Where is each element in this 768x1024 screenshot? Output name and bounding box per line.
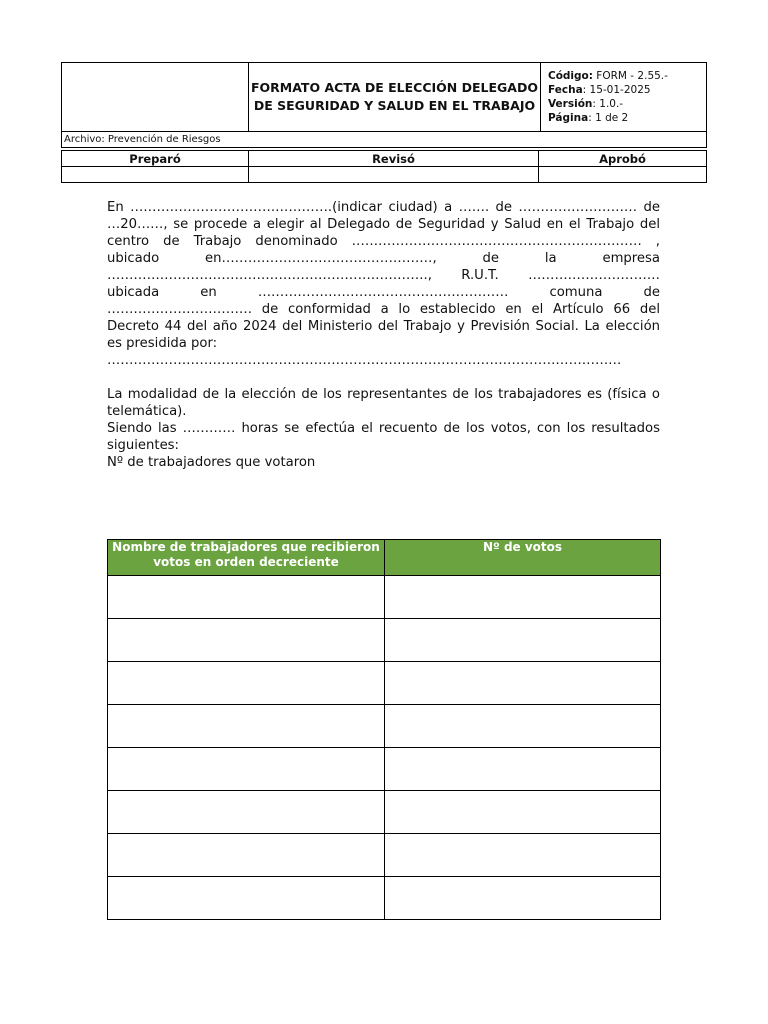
name-cell[interactable] <box>108 791 385 834</box>
approved-cell[interactable] <box>539 167 707 183</box>
table-row <box>108 791 661 834</box>
name-cell[interactable] <box>108 619 385 662</box>
pagina-value: : 1 de 2 <box>588 112 629 124</box>
reviewed-cell[interactable] <box>249 167 539 183</box>
document-header <box>61 62 707 186</box>
name-cell[interactable] <box>108 705 385 748</box>
approved-header: Aprobó <box>539 151 707 167</box>
codigo-label: Código: <box>548 70 593 82</box>
reviewed-header: Revisó <box>249 151 539 167</box>
votes-cell[interactable] <box>385 705 661 748</box>
table-row <box>108 877 661 920</box>
archivo-row: Archivo: Prevención de Riesgos <box>62 132 707 148</box>
name-cell[interactable] <box>108 877 385 920</box>
pagina-label: Página <box>548 112 589 124</box>
votes-cell[interactable] <box>385 662 661 705</box>
votes-table <box>107 539 661 920</box>
table-row <box>108 834 661 877</box>
paragraph-voters: Nº de trabajadores que votaron <box>107 455 316 470</box>
prepared-header: Preparó <box>62 151 249 167</box>
table-row <box>108 576 661 619</box>
logo-area <box>62 63 249 132</box>
votes-cell[interactable] <box>385 619 661 662</box>
votes-cell[interactable] <box>385 877 661 920</box>
title-line-2: DE SEGURIDAD Y SALUD EN EL TRABAJO <box>253 98 536 113</box>
paragraph-intro: En ……………………………………….(indicar ciudad) a ……. de ……………………… de …20……, se procede a elegir al Delegado de Seguridad y Salud en el Trabajo del centro de Trabajo denominado ………………………………………………………… , ubicado en…………………………………………, de la empresa ………………………………………………………………., R.U.T. ………………………… ubicada en ………………………………………………… comuna de …………………………… de conformidad a lo establecido en el Artículo 66 del Decreto 44 del año 2024 del Ministerio del Trabajo y Previsión Social. La elección es presidida por: <box>107 200 660 351</box>
act-body <box>107 199 660 471</box>
prepared-cell[interactable] <box>62 167 249 183</box>
votes-cell[interactable] <box>385 576 661 619</box>
table-row <box>108 662 661 705</box>
name-cell[interactable] <box>108 748 385 791</box>
table-row <box>108 705 661 748</box>
title-line-1: FORMATO ACTA DE ELECCIÓN DELEGADO <box>251 80 538 95</box>
votes-col-names: Nombre de trabajadores que recibieron votos en orden decreciente <box>108 540 385 576</box>
votes-col-count: Nº de votos <box>385 540 661 576</box>
paragraph-modality: La modalidad de la elección de los representantes de los trabajadores es (física o telemática). <box>107 387 660 419</box>
table-row <box>108 619 661 662</box>
approval-table <box>61 150 707 183</box>
votes-cell[interactable] <box>385 748 661 791</box>
version-value: : 1.0.- <box>592 98 624 110</box>
votes-cell[interactable] <box>385 834 661 877</box>
header-table <box>61 62 707 148</box>
name-cell[interactable] <box>108 662 385 705</box>
document-title <box>249 63 541 132</box>
name-cell[interactable] <box>108 834 385 877</box>
paragraph-count: Siendo las ………… horas se efectúa el recuento de los votos, con los resultados siguientes: <box>107 421 660 453</box>
fecha-value: : 15-01-2025 <box>582 84 651 96</box>
document-meta <box>541 63 707 132</box>
codigo-value: FORM - 2.55.- <box>592 70 668 82</box>
version-label: Versión <box>548 98 593 110</box>
table-row <box>108 748 661 791</box>
fecha-label: Fecha <box>548 84 583 96</box>
paragraph-presided-dots: ……………………………………………………………………………………………………… <box>107 353 622 368</box>
name-cell[interactable] <box>108 576 385 619</box>
votes-cell[interactable] <box>385 791 661 834</box>
